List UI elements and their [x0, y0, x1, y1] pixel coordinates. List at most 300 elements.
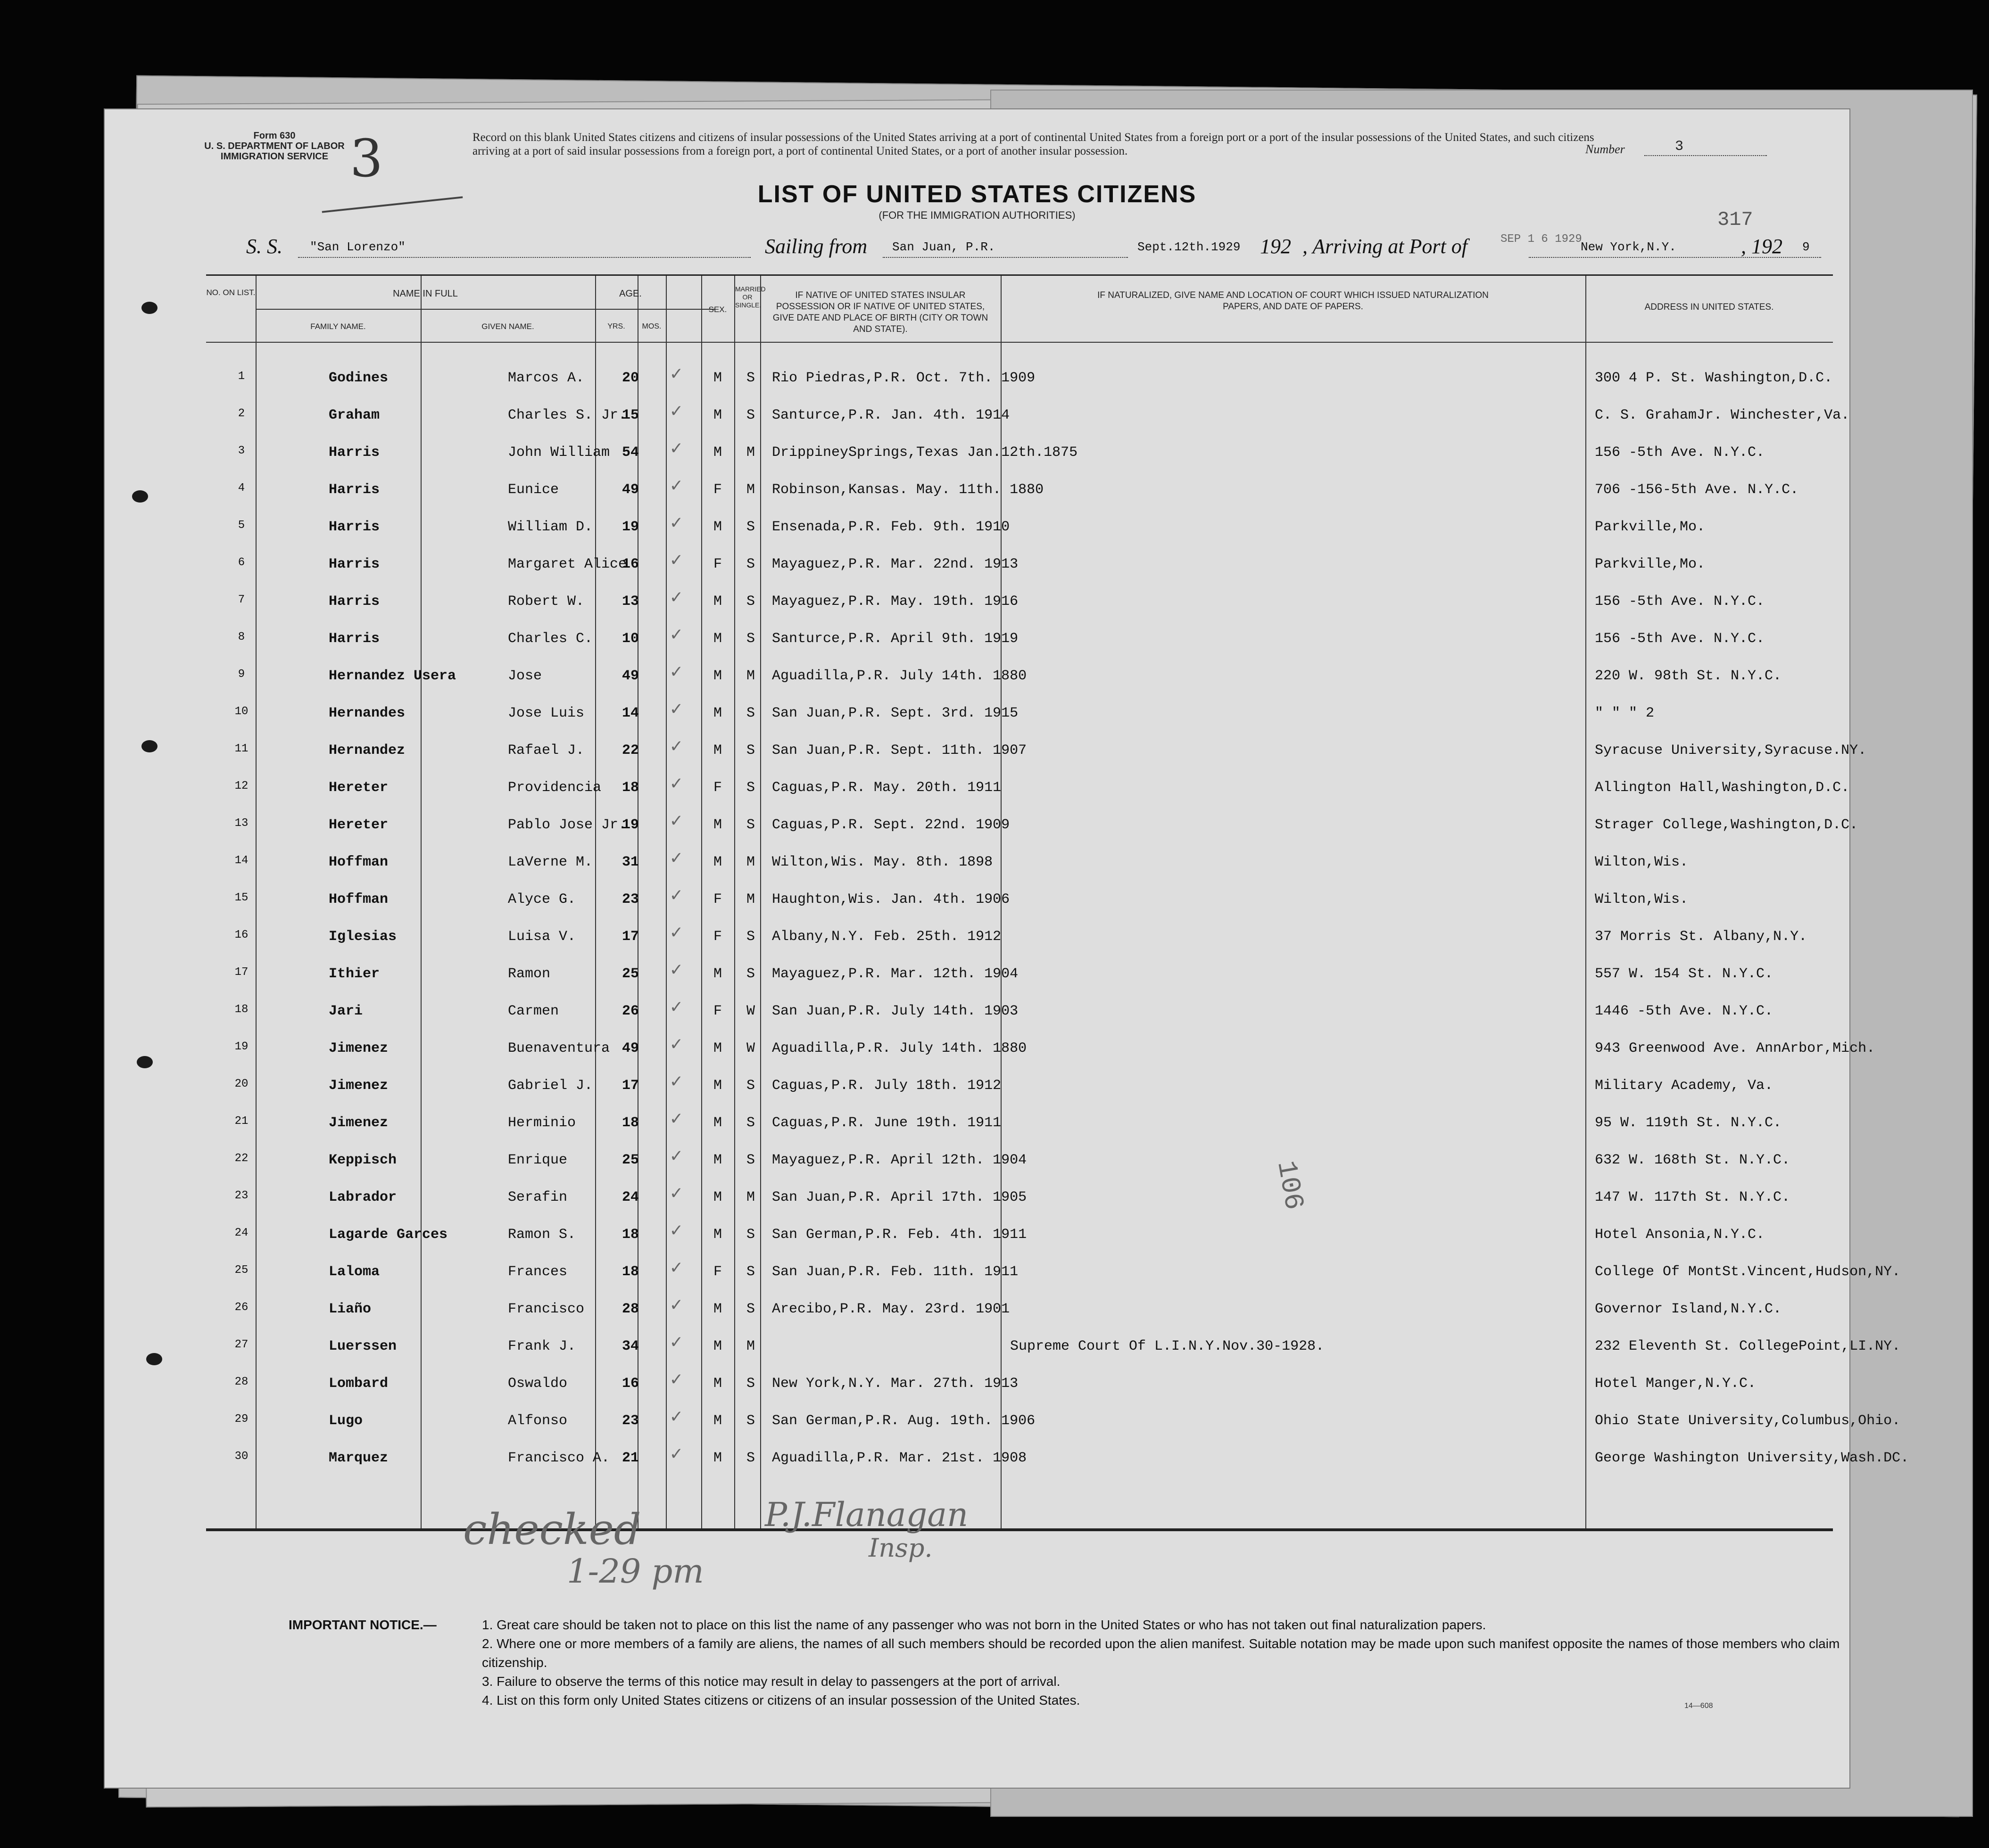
birth-date-place: Arecibo,P.R. May. 23rd. 1901 — [772, 1301, 1010, 1317]
header-given-name: GIVEN NAME. — [481, 322, 534, 331]
age-years: 23 — [622, 1413, 639, 1429]
inspector-signature: P.J.Flanagan — [765, 1495, 969, 1534]
us-address: Hotel Ansonia,N.Y.C. — [1595, 1227, 1765, 1243]
family-name: Harris — [329, 519, 380, 535]
row-number: 2 — [238, 407, 245, 420]
birth-date-place: Santurce,P.R. Jan. 4th. 1914 — [772, 407, 1010, 423]
birth-date-place: Aguadilla,P.R. July 14th. 1880 — [772, 668, 1027, 684]
age-years: 18 — [622, 1115, 639, 1131]
sex: M — [713, 1040, 722, 1056]
marital-status: S — [746, 1376, 755, 1392]
table-row — [206, 691, 1833, 728]
marital-status: S — [746, 631, 755, 647]
us-address: Wilton,Wis. — [1595, 854, 1689, 870]
given-name: Luisa V. — [508, 929, 576, 945]
given-name: Alfonso — [508, 1413, 568, 1429]
us-address: 37 Morris St. Albany,N.Y. — [1595, 929, 1807, 945]
table-row — [206, 1287, 1833, 1324]
row-number: 6 — [238, 556, 245, 569]
row-number: 26 — [234, 1301, 249, 1314]
check-mark: ✓ — [671, 364, 682, 386]
marital-status: W — [746, 1040, 755, 1056]
age-years: 17 — [622, 929, 639, 945]
check-mark: ✓ — [671, 1333, 682, 1354]
row-number: 17 — [234, 966, 249, 979]
check-mark: ✓ — [671, 513, 682, 535]
age-years: 54 — [622, 445, 639, 461]
list-number: 3 — [1675, 139, 1684, 155]
age-years: 16 — [622, 1376, 639, 1392]
check-mark: ✓ — [671, 998, 682, 1019]
age-years: 17 — [622, 1078, 639, 1094]
table-row — [206, 579, 1833, 617]
punch-hole — [141, 740, 157, 752]
row-number: 24 — [234, 1227, 249, 1239]
row-number: 19 — [234, 1040, 249, 1053]
table-row — [206, 1399, 1901, 1436]
us-address: Parkville,Mo. — [1595, 519, 1706, 535]
age-years: 19 — [622, 817, 639, 833]
birth-date-place: Mayaguez,P.R. Mar. 22nd. 1913 — [772, 556, 1019, 572]
table-row — [206, 766, 1850, 803]
row-number: 23 — [234, 1189, 249, 1202]
family-name: Keppisch — [329, 1152, 397, 1168]
age-years: 24 — [622, 1189, 639, 1205]
row-number: 22 — [234, 1152, 249, 1165]
family-name: Jimenez — [329, 1078, 389, 1094]
given-name: Francisco — [508, 1301, 585, 1317]
inspector-title: Insp. — [869, 1533, 933, 1563]
check-mark: ✓ — [671, 1258, 682, 1279]
departure-port: San Juan, P.R. — [892, 240, 995, 254]
sailing-label: Sailing from — [765, 235, 868, 258]
us-address: George Washington University,Wash.DC. — [1595, 1450, 1909, 1466]
given-name: Buenaventura — [508, 1040, 610, 1056]
birth-date-place: Albany,N.Y. Feb. 25th. 1912 — [772, 929, 1002, 945]
row-number: 13 — [234, 817, 249, 830]
us-address: Wilton,Wis. — [1595, 891, 1689, 908]
us-address: Allington Hall,Washington,D.C. — [1595, 780, 1850, 796]
check-mark: ✓ — [671, 923, 682, 944]
marital-status: S — [746, 817, 755, 833]
punch-hole — [141, 302, 157, 314]
birth-date-place: San Juan,P.R. July 14th. 1903 — [772, 1003, 1019, 1019]
handwritten-number: 3 — [350, 128, 383, 189]
family-name: Hoffman — [329, 854, 389, 870]
given-name: Carmen — [508, 1003, 559, 1019]
given-name: Ramon S. — [508, 1227, 576, 1243]
table-row — [206, 1213, 1833, 1250]
us-address: 156 -5th Ave. N.Y.C. — [1595, 594, 1765, 610]
given-name: Ramon — [508, 966, 551, 982]
check-mark: ✓ — [671, 1035, 682, 1056]
manifest-page — [104, 108, 1909, 1789]
given-name: LaVerne M. — [508, 854, 593, 870]
sex: F — [713, 1003, 722, 1019]
birth-date-place: San Juan,P.R. Sept. 11th. 1907 — [772, 742, 1027, 759]
check-mark: ✓ — [671, 1295, 682, 1317]
notice-item: 3. Failure to observe the terms of this notice may result in delay to passengers at the port of arrival. — [482, 1674, 1061, 1689]
marital-status: S — [746, 929, 755, 945]
us-address: 156 -5th Ave. N.Y.C. — [1595, 631, 1765, 647]
sex: M — [713, 1227, 722, 1243]
family-name: Harris — [329, 445, 380, 461]
birth-date-place: DrippineySprings,Texas Jan.12th.1875 — [772, 445, 1078, 461]
family-name: Hernandes — [329, 705, 406, 721]
us-address: Military Academy, Va. — [1595, 1078, 1774, 1094]
check-mark: ✓ — [671, 1109, 682, 1130]
marital-status: S — [746, 1301, 755, 1317]
marital-status: M — [746, 1338, 755, 1354]
us-address: 300 4 P. St. Washington,D.C. — [1595, 370, 1833, 386]
table-row — [206, 1361, 1833, 1399]
family-name: Hernandez — [329, 742, 406, 759]
table-row — [206, 1175, 1833, 1213]
family-name: Jimenez — [329, 1115, 389, 1131]
table-row — [206, 356, 1833, 393]
arrival-date-stamp: SEP 1 6 1929 — [1500, 233, 1582, 246]
sex: M — [713, 1376, 722, 1392]
family-name: Ithier — [329, 966, 380, 982]
family-name: Jari — [329, 1003, 363, 1019]
row-number: 27 — [234, 1338, 249, 1351]
check-mark: ✓ — [671, 1444, 682, 1466]
check-mark: ✓ — [671, 1370, 682, 1391]
sailing-date: Sept.12th.1929 — [1137, 240, 1241, 254]
marital-status: S — [746, 370, 755, 386]
given-name: Charles S. Jr. — [508, 407, 627, 423]
given-name: Rafael J. — [508, 742, 585, 759]
notice-item: 2. Where one or more members of a family are aliens, the names of all such members should be recorded upon the alien manifest. Suitable notation may be made upon such manifest opposite the names of those members who claim citizenship. — [482, 1636, 1840, 1670]
age-years: 19 — [622, 519, 639, 535]
table-row — [206, 505, 1833, 542]
header-age: AGE. — [619, 289, 642, 299]
row-number: 4 — [238, 482, 245, 495]
given-name: Jose Luis — [508, 705, 585, 721]
birth-date-place: Caguas,P.R. Sept. 22nd. 1909 — [772, 817, 1010, 833]
marital-status: W — [746, 1003, 755, 1019]
age-years: 49 — [622, 482, 639, 498]
given-name: William D. — [508, 519, 593, 535]
header-sex: SEX. — [708, 305, 727, 314]
family-name: Liaño — [329, 1301, 372, 1317]
stamp-106: 106 — [1270, 1158, 1309, 1213]
ship-name: "San Lorenzo" — [310, 240, 406, 254]
birth-date-place: San Juan,P.R. April 17th. 1905 — [772, 1189, 1027, 1205]
birth-date-place: Santurce,P.R. April 9th. 1919 — [772, 631, 1019, 647]
row-number: 30 — [234, 1450, 249, 1463]
row-number: 3 — [238, 445, 245, 457]
sex: M — [713, 854, 722, 870]
check-mark: ✓ — [671, 662, 682, 684]
year-label: 192 — [1260, 235, 1291, 258]
sex: M — [713, 668, 722, 684]
table-row — [206, 468, 1833, 505]
table-row — [206, 1250, 1901, 1287]
us-address: 147 W. 117th St. N.Y.C. — [1595, 1189, 1790, 1205]
marital-status: S — [746, 1152, 755, 1168]
marital-status: S — [746, 407, 755, 423]
page-title: LIST OF UNITED STATES CITIZENS — [757, 181, 1197, 208]
arrival-port: New York,N.Y. — [1581, 240, 1676, 254]
row-number: 11 — [234, 742, 249, 755]
given-name: Alyce G. — [508, 891, 576, 908]
age-years: 20 — [622, 370, 639, 386]
check-mark: ✓ — [671, 1184, 682, 1205]
dotted-line — [883, 257, 1128, 258]
birth-date-place: Caguas,P.R. June 19th. 1911 — [772, 1115, 1002, 1131]
age-years: 25 — [622, 966, 639, 982]
sex: M — [713, 1115, 722, 1131]
age-years: 10 — [622, 631, 639, 647]
marital-status: S — [746, 1264, 755, 1280]
marital-status: S — [746, 1413, 755, 1429]
given-name: John William — [508, 445, 610, 461]
birth-date-place: San German,P.R. Aug. 19th. 1906 — [772, 1413, 1036, 1429]
family-name: Harris — [329, 631, 380, 647]
marital-status: M — [746, 891, 755, 908]
sex: F — [713, 929, 722, 945]
birth-date-place: Mayaguez,P.R. April 12th. 1904 — [772, 1152, 1027, 1168]
family-name: Labrador — [329, 1189, 397, 1205]
given-name: Enrique — [508, 1152, 568, 1168]
sex: F — [713, 482, 722, 498]
number-underline — [1644, 155, 1767, 156]
header-address: ADDRESS IN UNITED STATES. — [1644, 302, 1774, 312]
punch-hole — [146, 1353, 162, 1365]
table-row — [206, 1026, 1875, 1064]
age-years: 22 — [622, 742, 639, 759]
given-name: Frances — [508, 1264, 568, 1280]
table-row — [206, 989, 1833, 1026]
given-name: Pablo Jose Jr. — [508, 817, 627, 833]
us-address: Hotel Manger,N.Y.C. — [1595, 1376, 1757, 1392]
row-number: 18 — [234, 1003, 249, 1016]
form-code: 14—608 — [1684, 1702, 1713, 1710]
marital-status: M — [746, 445, 755, 461]
age-years: 18 — [622, 1227, 639, 1243]
check-mark: ✓ — [671, 476, 682, 497]
header-married-single: MARRIED OR SINGLE. — [735, 285, 766, 309]
sex: M — [713, 1078, 722, 1094]
family-name: Iglesias — [329, 929, 397, 945]
birth-date-place: Mayaguez,P.R. May. 19th. 1916 — [772, 594, 1019, 610]
check-mark: ✓ — [671, 774, 682, 795]
row-number: 1 — [238, 370, 245, 383]
marital-status: S — [746, 780, 755, 796]
sex: M — [713, 594, 722, 610]
family-name: Hoffman — [329, 891, 389, 908]
birth-date-place: Haughton,Wis. Jan. 4th. 1906 — [772, 891, 1010, 908]
birth-date-place: San Juan,P.R. Feb. 11th. 1911 — [772, 1264, 1019, 1280]
given-name: Serafin — [508, 1189, 568, 1205]
sex: M — [713, 966, 722, 982]
family-name: Harris — [329, 482, 380, 498]
given-name: Gabriel J. — [508, 1078, 593, 1094]
row-number: 20 — [234, 1078, 249, 1090]
table-row — [206, 728, 1867, 766]
table-row — [206, 1138, 1833, 1175]
punch-hole — [137, 1056, 153, 1068]
birth-date-place: Rio Piedras,P.R. Oct. 7th. 1909 — [772, 370, 1036, 386]
sex: M — [713, 1189, 722, 1205]
notice-heading: IMPORTANT NOTICE.— — [289, 1617, 437, 1632]
year-label: , 192 — [1741, 235, 1782, 258]
row-number: 7 — [238, 594, 245, 606]
marital-status: M — [746, 668, 755, 684]
table-row — [206, 1436, 1909, 1473]
us-address: 632 W. 168th St. N.Y.C. — [1595, 1152, 1790, 1168]
table-row — [206, 877, 1833, 915]
voyage-line — [246, 234, 1849, 263]
birth-date-place: San German,P.R. Feb. 4th. 1911 — [772, 1227, 1027, 1243]
number-label: Number — [1585, 142, 1625, 156]
marital-status: S — [746, 594, 755, 610]
header-no: NO. ON LIST. — [206, 288, 256, 297]
check-mark: ✓ — [671, 1407, 682, 1428]
us-address: 557 W. 154 St. N.Y.C. — [1595, 966, 1774, 982]
notice-item: 1. Great care should be taken not to place on this list the name of any passenger who was not born in the United States or who has not taken out final naturalization papers. — [482, 1617, 1486, 1632]
row-number: 16 — [234, 929, 249, 941]
sex: F — [713, 780, 722, 796]
birth-date-place: Wilton,Wis. May. 8th. 1898 — [772, 854, 993, 870]
sex: M — [713, 742, 722, 759]
age-years: 13 — [622, 594, 639, 610]
check-mark: ✓ — [671, 551, 682, 572]
us-address: Strager College,Washington,D.C. — [1595, 817, 1858, 833]
age-years: 49 — [622, 668, 639, 684]
given-name: Jose — [508, 668, 542, 684]
marital-status: S — [746, 1078, 755, 1094]
row-number: 10 — [234, 705, 249, 718]
marital-status: S — [746, 519, 755, 535]
table-row — [206, 840, 1833, 877]
family-name: Hernandez Usera — [329, 668, 456, 684]
given-name: Margaret Alice — [508, 556, 627, 572]
header-naturalized: IF NATURALIZED, GIVE NAME AND LOCATION OF COURT WHICH ISSUED NATURALIZATION PAPERS, AND DATE OF PAPERS. — [1097, 290, 1489, 312]
marital-status: M — [746, 482, 755, 498]
age-years: 23 — [622, 891, 639, 908]
table-row — [206, 1064, 1833, 1101]
family-name: Marquez — [329, 1450, 389, 1466]
table-row — [206, 617, 1833, 654]
birth-date-place: Aguadilla,P.R. July 14th. 1880 — [772, 1040, 1027, 1056]
sex: F — [713, 1264, 722, 1280]
us-address: College Of MontSt.Vincent,Hudson,NY. — [1595, 1264, 1901, 1280]
row-number: 14 — [234, 854, 249, 867]
check-mark: ✓ — [671, 439, 682, 460]
age-years: 14 — [622, 705, 639, 721]
us-address: Ohio State University,Columbus,Ohio. — [1595, 1413, 1901, 1429]
sex: M — [713, 445, 722, 461]
sex: M — [713, 1338, 722, 1354]
check-mark: ✓ — [671, 1072, 682, 1093]
family-name: Jimenez — [329, 1040, 389, 1056]
table-row — [206, 915, 1833, 952]
given-name: Marcos A. — [508, 370, 585, 386]
marital-status: S — [746, 1115, 755, 1131]
given-name: Francisco A. — [508, 1450, 610, 1466]
table-row — [206, 430, 1833, 468]
age-years: 31 — [622, 854, 639, 870]
marital-status: S — [746, 1450, 755, 1466]
handwritten-time: 1-29 pm — [567, 1552, 704, 1591]
sex: M — [713, 407, 722, 423]
sex: M — [713, 631, 722, 647]
us-address: 706 -156-5th Ave. N.Y.C. — [1595, 482, 1799, 498]
check-mark: ✓ — [671, 700, 682, 721]
check-mark: ✓ — [671, 737, 682, 758]
sex: M — [713, 1450, 722, 1466]
check-mark: ✓ — [671, 588, 682, 609]
sex: F — [713, 556, 722, 572]
row-number: 12 — [234, 780, 249, 792]
family-name: Laloma — [329, 1264, 380, 1280]
form-identifier: Form 630 U. S. DEPARTMENT OF LABOR IMMIGRATION SERVICE — [204, 131, 345, 162]
row-number: 8 — [238, 631, 245, 644]
dotted-line — [298, 257, 751, 258]
given-name: Eunice — [508, 482, 559, 498]
age-years: 26 — [622, 1003, 639, 1019]
punch-hole — [132, 490, 148, 503]
us-address: 95 W. 119th St. N.Y.C. — [1595, 1115, 1782, 1131]
age-years: 25 — [622, 1152, 639, 1168]
row-number: 25 — [234, 1264, 249, 1277]
family-name: Harris — [329, 556, 380, 572]
age-years: 18 — [622, 780, 639, 796]
marital-status: S — [746, 705, 755, 721]
table-row — [206, 654, 1833, 691]
family-name: Lombard — [329, 1376, 389, 1392]
us-address: 220 W. 98th St. N.Y.C. — [1595, 668, 1782, 684]
age-years: 49 — [622, 1040, 639, 1056]
sex: M — [713, 370, 722, 386]
check-mark: ✓ — [671, 402, 682, 423]
birth-date-place: Ensenada,P.R. Feb. 9th. 1910 — [772, 519, 1010, 535]
sex: M — [713, 817, 722, 833]
age-years: 15 — [622, 407, 639, 423]
year-digit: 9 — [1802, 240, 1810, 254]
marital-status: M — [746, 854, 755, 870]
check-mark: ✓ — [671, 849, 682, 870]
row-number: 15 — [234, 891, 249, 904]
family-name: Hereter — [329, 780, 389, 796]
arriving-label: , Arriving at Port of — [1302, 235, 1467, 258]
birth-date-place: New York,N.Y. Mar. 27th. 1913 — [772, 1376, 1019, 1392]
sex: M — [713, 705, 722, 721]
page-stamp-number: 317 — [1717, 208, 1753, 231]
marital-status: S — [746, 966, 755, 982]
us-address: Governor Island,N.Y.C. — [1595, 1301, 1782, 1317]
age-years: 28 — [622, 1301, 639, 1317]
birth-date-place: Robinson,Kansas. May. 11th. 1880 — [772, 482, 1044, 498]
table-row — [206, 952, 1833, 989]
handwritten-checked: checked — [463, 1505, 641, 1554]
header-birth: IF NATIVE OF UNITED STATES INSULAR POSSESSION OR IF NATIVE OF UNITED STATES, GIVE DATE AND PLACE OF BIRTH (CITY OR TOWN AND STATE). — [772, 290, 988, 334]
table-bottom-rule — [206, 1528, 1833, 1530]
given-name: Frank J. — [508, 1338, 576, 1354]
row-number: 29 — [234, 1413, 249, 1426]
birth-date-place: Caguas,P.R. May. 20th. 1911 — [772, 780, 1002, 796]
us-address: 1446 -5th Ave. N.Y.C. — [1595, 1003, 1774, 1019]
table-row — [206, 393, 1850, 430]
check-mark: ✓ — [671, 625, 682, 646]
family-name: Lagarde Garces — [329, 1227, 448, 1243]
check-mark: ✓ — [671, 811, 682, 833]
birth-date-place: Caguas,P.R. July 18th. 1912 — [772, 1078, 1002, 1094]
birth-date-place: Aguadilla,P.R. Mar. 21st. 1908 — [772, 1450, 1027, 1466]
row-number: 9 — [238, 668, 245, 681]
